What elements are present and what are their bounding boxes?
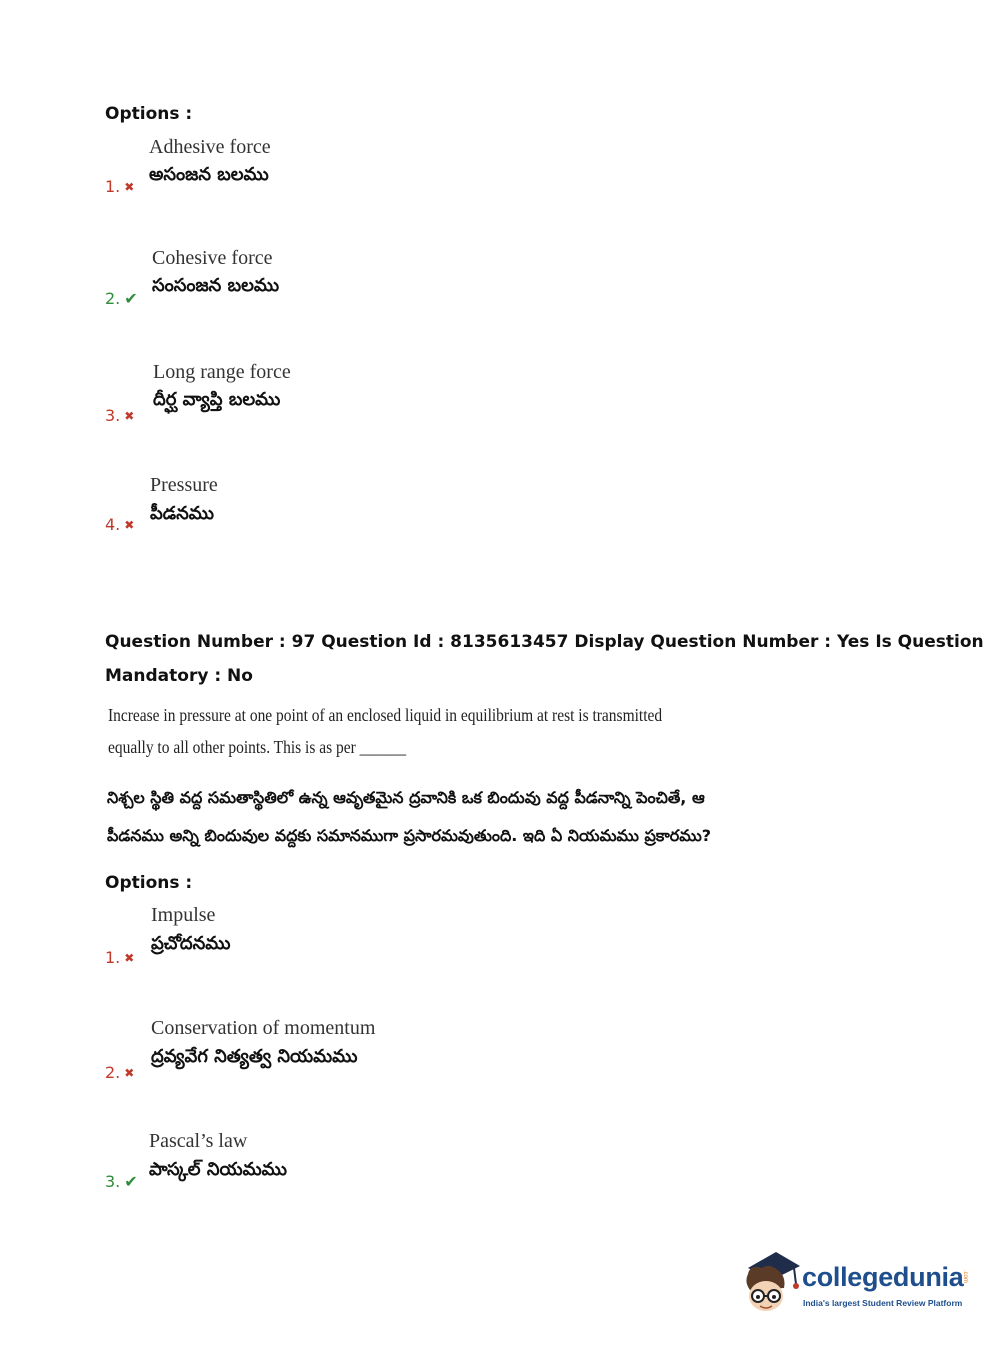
option-number: [105, 515, 134, 534]
logo-tagline: India's largest Student Review Platform: [803, 1298, 963, 1308]
option-text-telugu: సంసంజన బలము: [152, 275, 280, 296]
collegedunia-logo[interactable]: [740, 1248, 970, 1320]
option-text-telugu: పాస్కల్ నియమము: [149, 1159, 287, 1180]
option-text-english: Pressure: [150, 474, 218, 496]
logo-wordmark: collegedunia: [802, 1262, 964, 1292]
option-text-english: Cohesive force: [152, 247, 273, 269]
wrong-mark-icon: ✖: [124, 408, 135, 423]
question-text-telugu: నిశ్చల స్థితి వద్ద సమతాస్థితిలో ఉన్న ఆవృతమైన ద్రవానికి ఒక బిందువు వద్ద పీడనాన్ని పెంచితే, ఆ: [107, 788, 705, 807]
question-mandatory-line: Mandatory : No: [105, 666, 253, 686]
question-text-english: Increase in pressure at one point of an enclosed liquid in equilibrium at rest is transmitted: [108, 705, 663, 725]
question-text-english: equally to all other points. This is as per ______: [108, 737, 407, 757]
wrong-mark-icon: ✖: [124, 179, 135, 194]
student-mascot-icon: [740, 1250, 802, 1316]
option-number-label: 1.: [105, 177, 121, 196]
option-number-label: 2.: [105, 1063, 121, 1082]
wrong-mark-icon: ✖: [124, 517, 135, 532]
logo-domain-suffix: .com: [962, 1270, 968, 1284]
option-number: [105, 948, 134, 967]
option-text-english: Pascal’s law: [149, 1130, 248, 1152]
option-number: [105, 406, 134, 425]
question-meta-line: Question Number : 97 Question Id : 8135613457 Display Question Number : Yes Is Question: [105, 632, 984, 652]
option-text-english: Conservation of momentum: [151, 1017, 376, 1039]
option-number: [105, 1172, 138, 1191]
option-number-label: 2.: [105, 289, 121, 308]
option-number-label: 3.: [105, 406, 121, 425]
option-text-telugu: ప్రచోదనము: [151, 933, 231, 954]
options-label: Options :: [105, 873, 193, 893]
option-number: [105, 1063, 134, 1082]
wrong-mark-icon: ✖: [124, 1065, 135, 1080]
option-text-english: Adhesive force: [149, 136, 271, 158]
option-number: [105, 177, 134, 196]
option-text-english: Long range force: [153, 361, 291, 383]
wrong-mark-icon: ✖: [124, 950, 135, 965]
option-text-telugu: ద్రవ్యవేగ నిత్యత్వ నియమము: [151, 1046, 358, 1067]
option-text-telugu: అసంజన బలము: [149, 164, 269, 185]
option-number: [105, 289, 138, 308]
question-text-telugu: పీడనము అన్ని బిందువుల వద్దకు సమానముగా ప్రసారమవుతుంది. ఇది ఏ నియమము ప్రకారము?: [107, 826, 712, 845]
option-number-label: 3.: [105, 1172, 121, 1191]
check-mark-icon: ✔: [124, 289, 138, 308]
options-label: Options :: [105, 104, 193, 124]
option-number-label: 1.: [105, 948, 121, 967]
check-mark-icon: ✔: [124, 1172, 138, 1191]
option-number-label: 4.: [105, 515, 121, 534]
option-text-telugu: దీర్ఘ వ్యాప్తి బలము: [153, 389, 281, 410]
option-text-english: Impulse: [151, 904, 216, 926]
option-text-telugu: పీడనము: [150, 503, 215, 524]
